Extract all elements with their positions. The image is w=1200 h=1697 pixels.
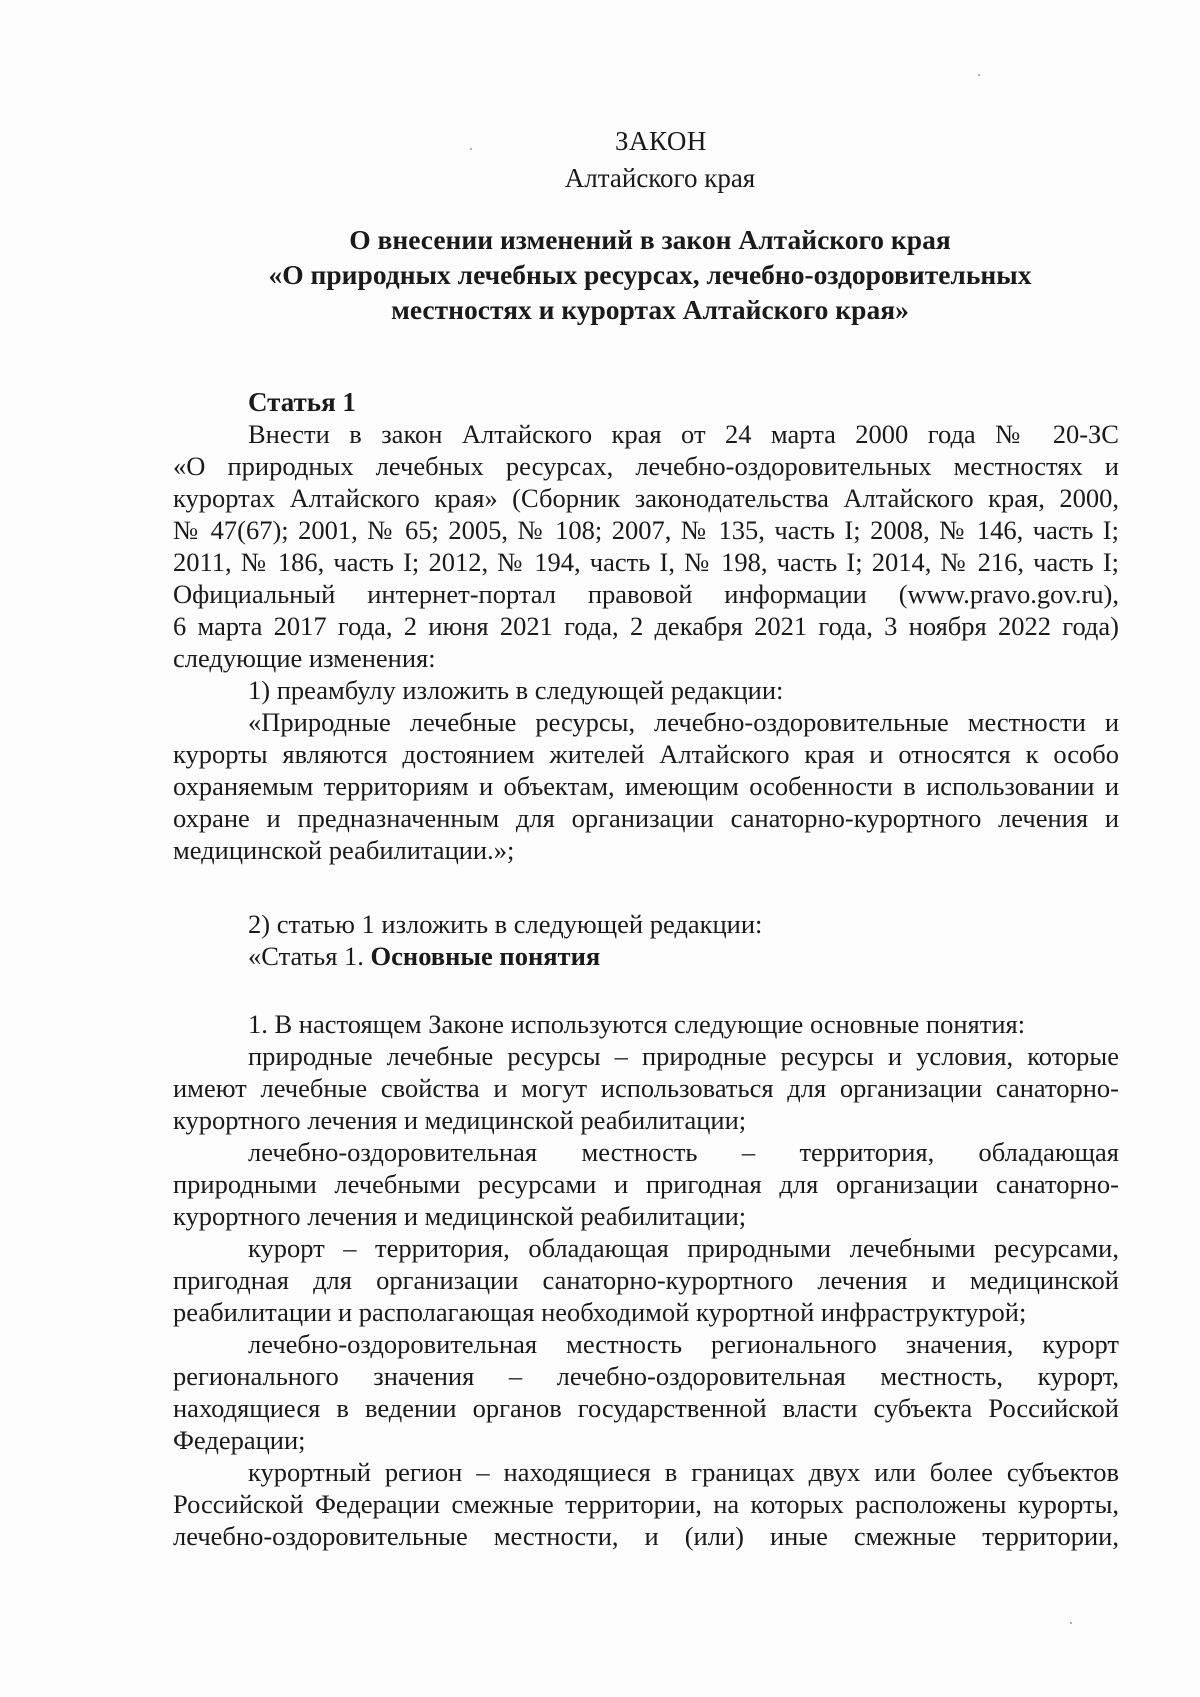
paragraph-line: охране и предназначенным для организации санаторно-курортного лечения и [173,803,1119,833]
paragraph-line: курортах Алтайского края» (Сборник законодательства Алтайского края, 2000, [173,483,1119,513]
paragraph-line: Внести в закон Алтайского края от 24 марта 2000 года № 20-ЗС [248,419,1119,449]
scan-speck [1070,1622,1072,1624]
paragraph-line: 1) преамбулу изложить в следующей редакции: [248,675,784,705]
law-heading-line: «О природных лечебных ресурсах, лечебно-оздоровительных [268,259,1032,290]
paragraph-line: находящиеся в ведении органов государственной власти субъекта Российской [173,1393,1119,1423]
article-title-line [173,940,1119,972]
paragraph-line: медицинской реабилитации.»; [173,835,515,865]
paragraph-line: «О природных лечебных ресурсах, лечебно-оздоровительных местностях и [173,451,1119,481]
article-body-block-3 [173,1008,1119,1552]
paragraph-line: курорты являются достоянием жителей Алтайского края и относятся к особо [173,739,1119,769]
article-title-text: Основные понятия [370,941,601,971]
paragraph-line: следующие изменения: [173,643,436,673]
paragraph-line: «Природные лечебные ресурсы, лечебно-оздоровительные местности и [248,707,1119,737]
paragraph-line: № 47(67); 2001, № 65; 2005, № 108; 2007, № 135, часть I; 2008, № 146, часть I; [173,515,1119,545]
article-title-prefix: «Статья 1. [248,941,371,971]
paragraph-line: 1. В настоящем Законе используются следующие основные понятия: [248,1009,1026,1039]
paragraph-line: лечебно-оздоровительная местность регионального значения, курорт [248,1329,1119,1359]
paragraph-line: лечебно-оздоровительные местности, и (или) иные смежные территории, [173,1521,1119,1551]
law-heading [180,222,1120,327]
paragraph-line: природные лечебные ресурсы – природные ресурсы и условия, которые [248,1041,1119,1071]
paragraph-line: регионального значения – лечебно-оздоровительная местность, курорт, [173,1361,1119,1391]
law-title: ЗАКОН [615,126,707,156]
paragraph-line: Российской Федерации смежные территории, на которых расположены курорты, [173,1489,1119,1519]
paragraph-line: пригодная для организации санаторно-курортного лечения и медицинской [173,1265,1119,1295]
scan-speck [978,74,980,76]
law-heading-line: местностях и курортах Алтайского края» [391,294,909,325]
law-heading-line: О внесении изменений в закон Алтайского края [349,224,951,255]
paragraph-line: Федерации; [173,1425,306,1455]
paragraph-line: курортного лечения и медицинской реабилитации; [173,1105,747,1135]
paragraph-line: курортный регион – находящиеся в границах двух или более субъектов [248,1457,1119,1487]
paragraph-line: охраняемым территориям и объектам, имеющим особенности в использовании и [173,771,1119,801]
paragraph-line: 2011, № 186, часть I; 2012, № 194, часть I, № 198, часть I; 2014, № 216, часть I; [173,547,1119,577]
article-label: Статья 1 [248,387,356,417]
paragraph-line: 2) статью 1 изложить в следующей редакции: [248,909,763,939]
article-body-block-2 [173,908,1119,972]
paragraph-line: курортного лечения и медицинской реабилитации; [173,1201,747,1231]
paragraph-line: имеют лечебные свойства и могут использоваться для организации санаторно- [173,1073,1119,1103]
paragraph-line: 6 марта 2017 года, 2 июня 2021 года, 2 декабря 2021 года, 3 ноября 2022 года) [173,611,1119,641]
paragraph-line: курорт – территория, обладающая природными лечебными ресурсами, [248,1233,1119,1263]
law-region: Алтайского края [564,163,756,193]
paragraph-line: лечебно-оздоровительная местность – территория, обладающая [248,1137,1119,1167]
paragraph-line: Официальный интернет-портал правовой информации (www.pravo.gov.ru), [173,579,1119,609]
article-body-block-1 [173,418,1119,866]
scan-speck [470,148,472,150]
paragraph-line: реабилитации и располагающая необходимой курортной инфраструктурой; [173,1297,1027,1327]
paragraph-line: природными лечебными ресурсами и пригодная для организации санаторно- [173,1169,1119,1199]
